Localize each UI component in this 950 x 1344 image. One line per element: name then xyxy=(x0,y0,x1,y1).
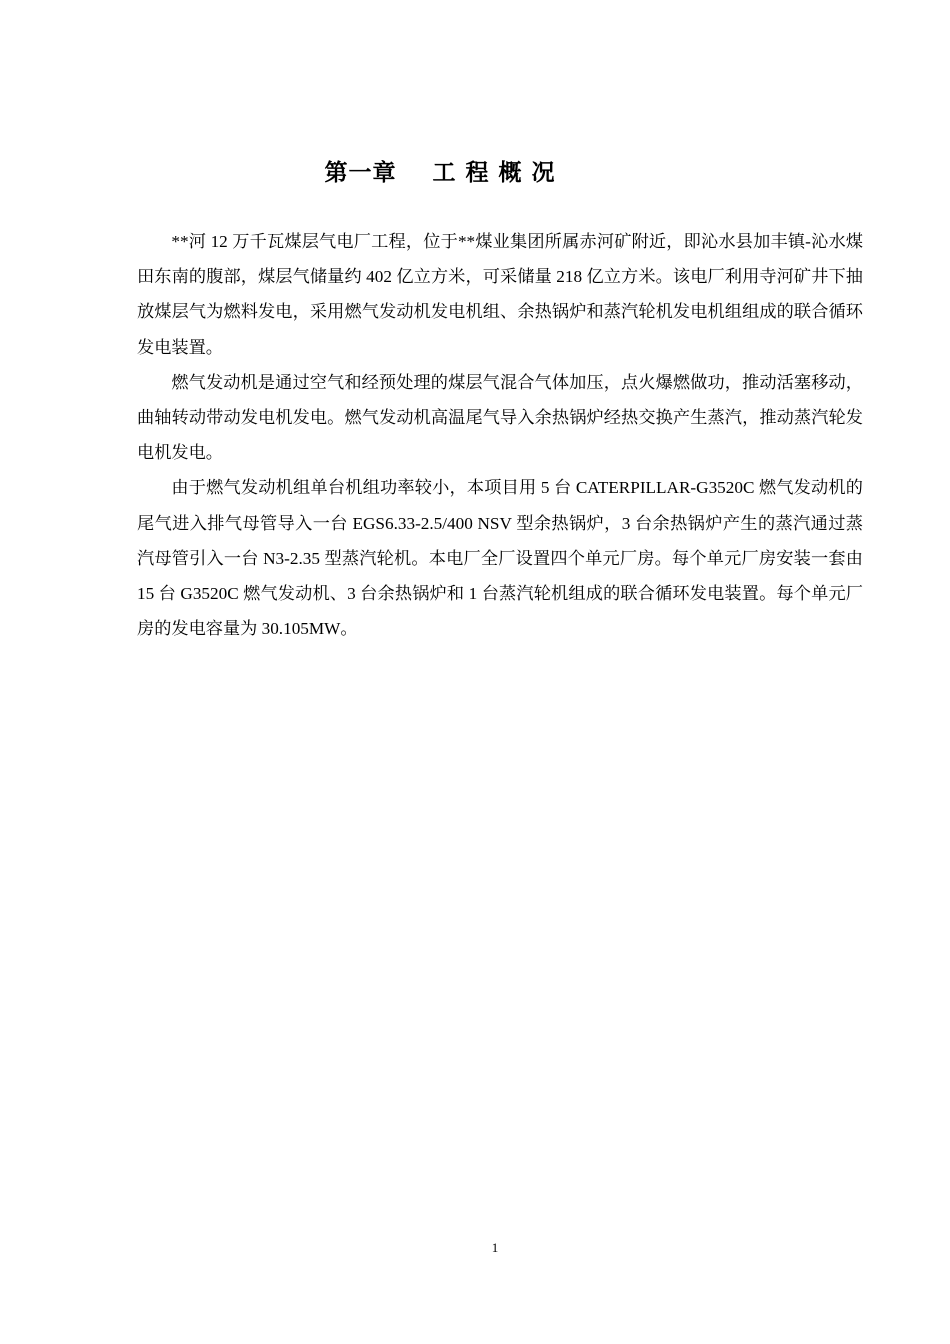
paragraph-engine-principle: 燃气发动机是通过空气和经预处理的煤层气混合气体加压，点火爆燃做功，推动活塞移动，曲轴转动带动发电机发电。燃气发动机高温尾气导入余热锅炉经热交换产生蒸汽，推动蒸汽轮发电机发电。 xyxy=(137,372,863,463)
page-number: 1 xyxy=(491,1240,499,1255)
paragraph-unit-configuration: 由于燃气发动机组单台机组功率较小，本项目用 5 台 CATERPILLAR-G3520C 燃气发动机的尾气进入排气母管导入一台 EGS6.33-2.5/400 NSV 型余热锅炉，3 台余热锅炉产生的蒸汽通过蒸汽母管引入一台 N3-2.35 型蒸汽轮机。本电厂全厂设置四个单元厂房。每个单元厂房安装一套由 15 台 G3520C 燃气发动机、3 台余热锅炉和 1 台蒸汽轮机组成的联合循环发电装置。每个单元厂房的发电容量为 30.105MW。 xyxy=(137,478,863,639)
paragraph-project-overview: **河 12 万千瓦煤层气电厂工程，位于**煤业集团所属赤河矿附近，即沁水县加丰镇-沁水煤田东南的腹部，煤层气储量约 402 亿立方米，可采储量 218 亿立方米。该电厂利用寺河矿井下抽放煤层气为燃料发电，采用燃气发动机发电机组、余热锅炉和蒸汽轮机发电机组组成的联合循环发电装置。 xyxy=(137,232,863,357)
chapter-title: 第一章 工 程 概 况 xyxy=(324,160,556,186)
body-text xyxy=(137,224,863,646)
